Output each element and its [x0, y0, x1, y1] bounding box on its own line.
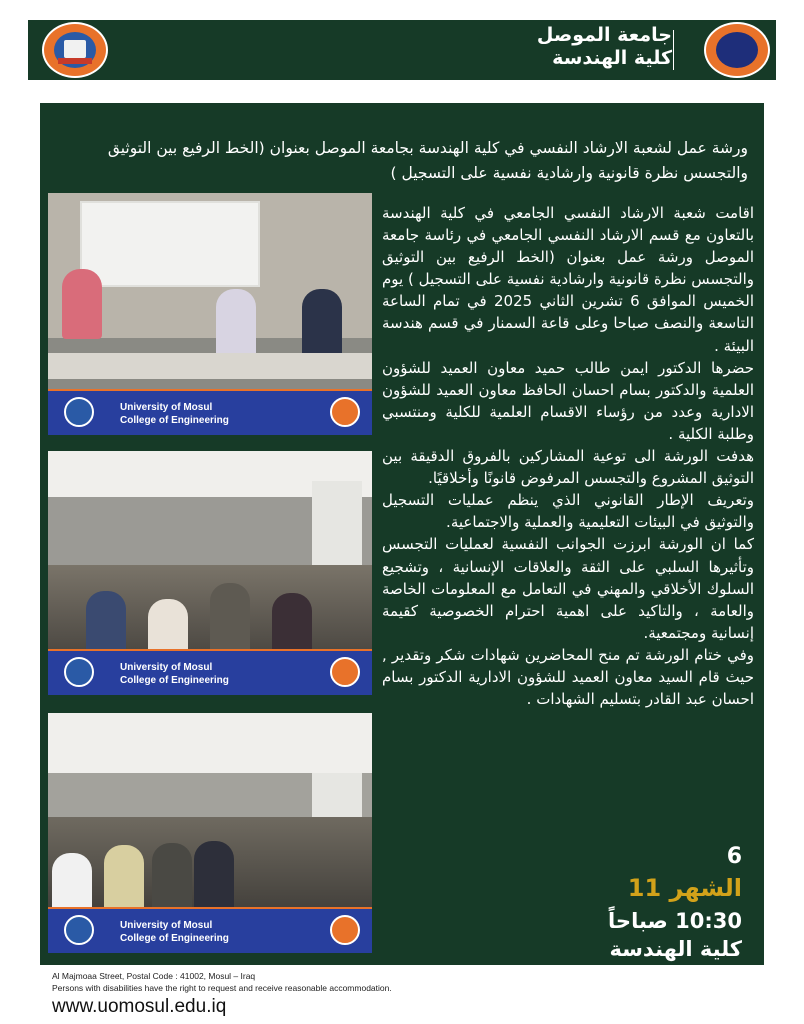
footer-accessibility-note: Persons with disabilities have the right to request and receive reasonable accommodation.	[52, 983, 392, 993]
person-figure	[194, 841, 234, 911]
banner-university: University of Mosul	[120, 402, 213, 413]
university-badge-icon	[330, 915, 360, 945]
news-panel	[40, 103, 764, 965]
banner-college: College of Engineering	[120, 415, 229, 426]
body-paragraph: وتعريف الإطار القانوني الذي ينظم عمليات التسجيل والتوثيق في البيئات التعليمية والعملية والاجتماعية.	[382, 491, 754, 532]
header-divider	[673, 30, 674, 70]
event-place: كلية الهندسة	[609, 937, 742, 961]
college-name: كلية الهندسة	[552, 47, 672, 69]
photo-ceiling	[48, 713, 372, 773]
university-name: جامعة الموصل	[536, 24, 672, 46]
news-body	[382, 202, 754, 710]
body-paragraph: حضرها الدكتور ايمن طالب حميد معاون العميد للشؤون العلمية والدكتور بسام احسان الحافظ معاون العميد للشؤون الادارية وعدد من رؤساء الاقسام العلمية للكلية ومنتسبي وطلبة الكلية .	[382, 358, 754, 443]
footer-address: Al Majmoaa Street, Postal Code : 41002, Mosul – Iraq	[52, 971, 256, 981]
photo-banner	[48, 391, 372, 435]
body-paragraph: اقامت شعبة الارشاد النفسي الجامعي في كلية الهندسة بالتعاون مع قسم الارشاد النفسي الجامعي في رئاسة جامعة الموصل ورشة عمل بعنوان (الخط الرفيع بين التوثيق والتجسس نظرة قانونية وارشادية نفسية على التسجيل ) يوم الخميس الموافق 6 تشرين الثاني 2025 في تمام الساعة التاسعة والنصف صباحا وعلى قاعة السمنار في قسم هندسة البيئة .	[382, 204, 754, 355]
person-figure	[210, 583, 250, 653]
person-figure	[302, 289, 342, 359]
banner-university: University of Mosul	[120, 662, 213, 673]
person-figure	[62, 269, 102, 339]
photo-audience-hall	[48, 713, 372, 953]
logo-ribbon	[58, 58, 92, 64]
book-icon	[64, 40, 86, 58]
photo-banner	[48, 909, 372, 953]
college-badge-icon	[64, 397, 94, 427]
person-figure	[104, 845, 144, 915]
banner-university: University of Mosul	[120, 920, 213, 931]
person-figure	[216, 289, 256, 359]
college-logo	[42, 22, 108, 78]
footer-website-link[interactable]: www.uomosul.edu.iq	[52, 996, 227, 1017]
event-month: الشهر 11	[627, 874, 742, 902]
body-paragraph: هدفت الورشة الى توعية المشاركين بالفروق الدقيقة بين التوثيق المشروع والتجسس المرفوض قانونًا وأخلاقيًا.	[382, 447, 754, 488]
photo-audience-front	[48, 451, 372, 695]
university-logo-emblem	[716, 32, 758, 68]
photo-speakers-table	[48, 193, 372, 435]
projector-screen	[80, 201, 260, 287]
college-logo-emblem	[54, 32, 96, 68]
photo-banner	[48, 651, 372, 695]
banner-college: College of Engineering	[120, 675, 229, 686]
college-badge-icon	[64, 657, 94, 687]
event-day: 6	[726, 844, 742, 869]
event-time: 10:30 صباحاً	[608, 909, 742, 933]
banner-college: College of Engineering	[120, 933, 229, 944]
university-badge-icon	[330, 397, 360, 427]
body-paragraph: وفي ختام الورشة تم منح المحاضرين شهادات شكر وتقدير , حيث قام السيد معاون العميد للشؤون الادارية الدكتور بسام احسان عبد القادر بتسليم الشهادات .	[382, 645, 754, 709]
conference-table	[48, 353, 372, 379]
header-bar	[28, 20, 776, 80]
person-figure	[152, 843, 192, 913]
news-headline: ورشة عمل لشعبة الارشاد النفسي في كلية الهندسة بجامعة الموصل بعنوان (الخط الرفيع بين التوثيق والتجسس نظرة قانونية وارشادية نفسية على التسجيل )	[107, 139, 748, 182]
body-paragraph: كما ان الورشة ابرزت الجوانب النفسية لعمليات التجسس وتأثيرها السلبي على الثقة والعلاقات الإنسانية ، وتشجيع السلوك الأخلاقي والمهني في التعامل مع المعلومات الخاصة والعامة ، والتاكيد على اهمية احترام الخصوصية كقيمة إنسانية ومجتمعية.	[382, 535, 754, 642]
university-badge-icon	[330, 657, 360, 687]
university-logo	[704, 22, 770, 78]
college-badge-icon	[64, 915, 94, 945]
